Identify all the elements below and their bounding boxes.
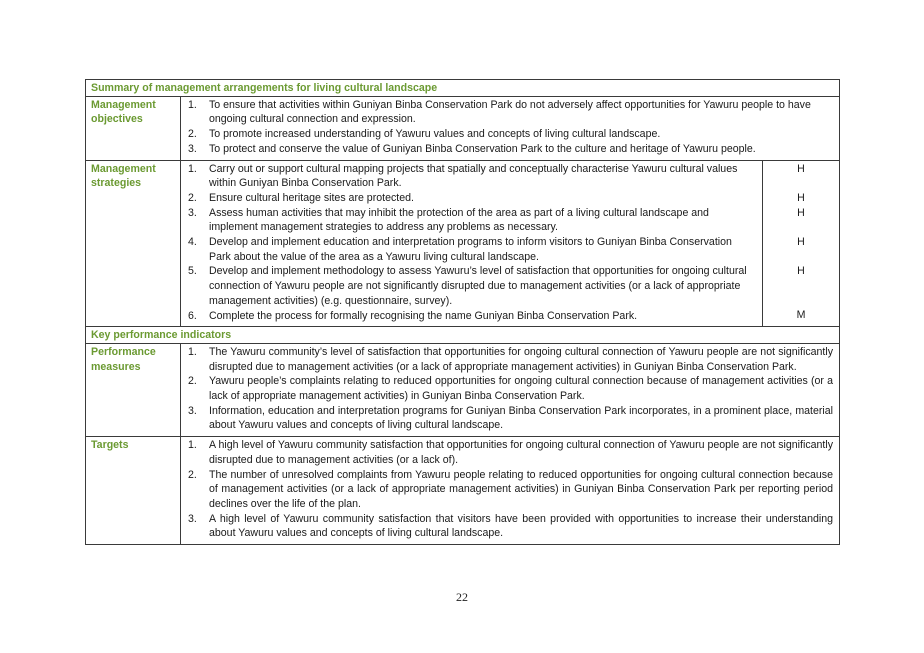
item-text: To protect and conserve the value of Guniyan Binba Conservation Park to the culture and heritage of Yawuru people. [209,142,756,155]
item-number: 3. [188,404,197,417]
item-number: 3. [188,512,197,525]
item-number: 1. [188,98,197,111]
management-summary-table [85,79,840,545]
targets-list [185,438,833,541]
item-number: 1. [188,162,197,175]
item-number: 2. [188,375,197,388]
item-number: 5. [188,265,197,278]
list-item [185,235,756,264]
item-text: The Yawuru community’s level of satisfaction that opportunities for ongoing cultural connection of Yawuru people are not significantly disrupted due to management activities (or a lack of appropriate management activities) in Guniyan Binba Conservation Park. [209,345,833,373]
performance-cell [181,343,840,436]
priority-value: H [797,162,805,175]
item-text: Develop and implement education and interpretation programs to inform visitors to Guniyan Binba Conservation Park about the value of the area as a Yawuru living cultural landscape. [209,236,732,263]
targets-row [86,437,840,545]
priority-value: H [797,265,805,278]
performance-label: Performance measures [86,343,181,436]
list-item [185,438,833,467]
list-item [185,374,833,403]
list-item [185,162,756,191]
item-number: 1. [188,439,197,452]
item-number: 4. [188,236,197,249]
kpi-header-row [86,327,840,344]
kpi-header: Key performance indicators [86,327,840,344]
item-number: 2. [188,128,197,141]
objectives-row [86,96,840,160]
performance-list [185,345,833,433]
spacer [763,294,839,309]
item-text: A high level of Yawuru community satisfaction that visitors have been provided with opportunities to increase their understanding about Yawuru values and concepts of living cultural landscape. [209,512,833,540]
list-item [185,191,756,206]
summary-header-row [86,80,840,97]
strategies-list [185,162,756,324]
item-text: Carry out or support cultural mapping projects that spatially and conceptually characterise Yawuru cultural values within Guniyan Binba Conservation Park. [209,162,738,190]
priority-value: H [797,206,805,219]
objectives-list [185,98,833,157]
list-item [185,309,756,324]
list-item [185,98,833,127]
targets-label: Targets [86,437,181,545]
priority-cell [763,160,840,327]
list-item [185,127,833,142]
strategies-cell [181,160,763,327]
item-text: To ensure that activities within Guniyan Binba Conservation Park do not adversely affect opportunities for Yawuru people to have ongoing cultural connection and expression. [209,98,811,126]
list-item [185,404,833,433]
list-item [185,512,833,541]
item-number: 2. [188,468,197,481]
list-item [185,142,833,157]
list-item [185,264,756,308]
spacer [763,279,839,294]
list-item [185,345,833,374]
priority-value: H [797,191,805,204]
item-number: 2. [188,191,197,204]
item-number: 6. [188,309,197,322]
page-number: 22 [456,590,468,604]
targets-cell [181,437,840,545]
item-number: 1. [188,345,197,358]
strategies-label: Management strategies [86,160,181,327]
item-text: Yawuru people’s complaints relating to reduced opportunities for ongoing cultural connection because of management activities (or a lack of appropriate management activities) in Guniyan Binba Conservation Park. [209,375,833,403]
item-text: Develop and implement methodology to assess Yawuru’s level of satisfaction that opportunities for ongoing cultural connection of Yawuru people are not significantly disrupted due to management activities (or a lack of appropriate management activities) (e.g. questionnaire, survey). [209,265,747,307]
objectives-cell [181,96,840,160]
item-number: 3. [188,206,197,219]
item-number: 3. [188,142,197,155]
strategies-row [86,160,840,327]
item-text: Complete the process for formally recognising the name Guniyan Binba Conservation Park. [209,309,638,322]
item-text: Ensure cultural heritage sites are protected. [209,191,414,204]
list-item [185,206,756,235]
item-text: Assess human activities that may inhibit the protection of the area as part of a living cultural landscape and implement management strategies to address any problems as necessary. [209,206,709,234]
item-text: Information, education and interpretation programs for Guniyan Binba Conservation Park incorporates, in a prominent place, material about Yawuru values and concepts of living cultural landscape. [209,404,833,432]
spacer [763,176,839,191]
spacer [763,250,839,265]
spacer [763,220,839,235]
item-text: A high level of Yawuru community satisfaction that opportunities for ongoing cultural connection of Yawuru people are not significantly disrupted due to management activities (or a lack of). [209,439,833,466]
summary-header: Summary of management arrangements for living cultural landscape [86,80,840,97]
item-text: To promote increased understanding of Yawuru values and concepts of living cultural landscape. [209,128,661,141]
priority-value: H [797,235,805,248]
list-item [185,468,833,512]
performance-row [86,343,840,436]
priority-value: M [796,309,806,322]
item-text: The number of unresolved complaints from Yawuru people relating to reduced opportunities for ongoing cultural connection because of management activities (or a lack of appropriate management activities) in Guniyan Binba Conservation Park per reporting period declines over the life of the plan. [209,468,833,510]
objectives-label: Management objectives [86,96,181,160]
